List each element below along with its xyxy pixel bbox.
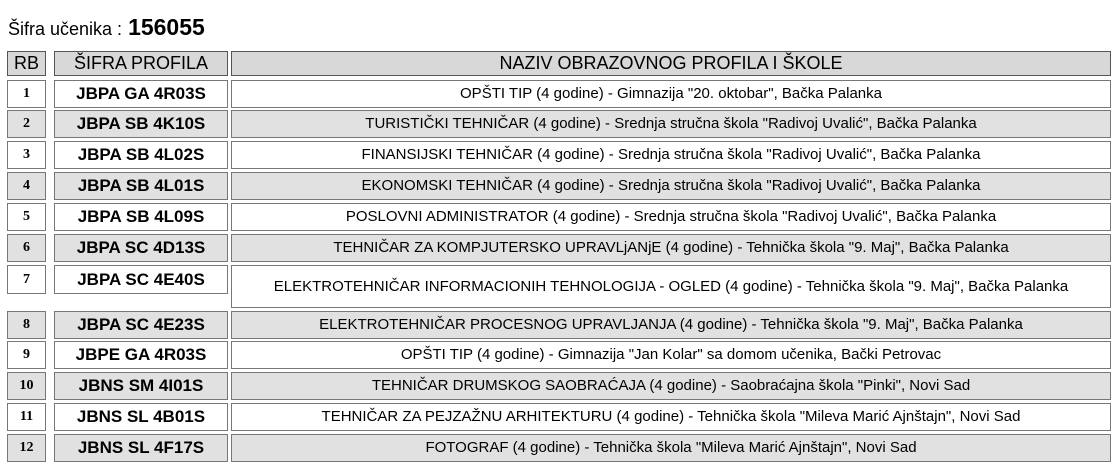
column-header-sifra-profila: ŠIFRA PROFILA — [54, 51, 228, 76]
row-number: 6 — [7, 234, 46, 262]
row-number: 5 — [7, 203, 46, 231]
profile-school-name: ELEKTROTEHNIČAR INFORMACIONIH TEHNOLOGIJA - OGLED (4 godine) - Tehnička škola "9. Maj", Bačka Palanka — [231, 265, 1111, 308]
profile-school-name: OPŠTI TIP (4 godine) - Gimnazija "Jan Kolar" sa domom učenika, Bački Petrovac — [231, 341, 1111, 369]
table-row — [0, 372, 1116, 400]
student-code-line — [8, 12, 205, 42]
profile-school-name: TEHNIČAR ZA PEJZAŽNU ARHITEKTURU (4 godine) - Tehnička škola "Mileva Marić Ajnštajn", Novi Sad — [231, 403, 1111, 431]
profile-school-name: TEHNIČAR DRUMSKOG SAOBRAĆAJA (4 godine) - Saobraćajna škola "Pinki", Novi Sad — [231, 372, 1111, 400]
profile-code: JBPE GA 4R03S — [54, 341, 228, 369]
profile-school-name: FOTOGRAF (4 godine) - Tehnička škola "Mileva Marić Ajnštajn", Novi Sad — [231, 434, 1111, 462]
column-header-naziv: NAZIV OBRAZOVNOG PROFILA I ŠKOLE — [231, 51, 1111, 76]
row-number: 7 — [7, 265, 46, 294]
table-row — [0, 265, 1116, 308]
profile-code: JBPA GA 4R03S — [54, 80, 228, 108]
table-row — [0, 110, 1116, 138]
profile-school-name: FINANSIJSKI TEHNIČAR (4 godine) - Srednja stručna škola "Radivoj Uvalić", Bačka Palanka — [231, 141, 1111, 169]
profile-code: JBPA SC 4D13S — [54, 234, 228, 262]
profile-school-name: ELEKTROTEHNIČAR PROCESNOG UPRAVLJANJA (4 godine) - Tehnička škola "9. Maj", Bačka Palanka — [231, 311, 1111, 339]
row-number: 8 — [7, 311, 46, 339]
row-number: 1 — [7, 80, 46, 108]
profile-code: JBNS SM 4I01S — [54, 372, 228, 400]
profile-code: JBPA SC 4E40S — [54, 265, 228, 294]
profile-code: JBNS SL 4B01S — [54, 403, 228, 431]
column-header-rb: RB — [7, 51, 46, 76]
table-row — [0, 203, 1116, 231]
profile-code: JBPA SC 4E23S — [54, 311, 228, 339]
table-row — [0, 80, 1116, 108]
row-number: 9 — [7, 341, 46, 369]
profile-school-name: POSLOVNI ADMINISTRATOR (4 godine) - Srednja stručna škola "Radivoj Uvalić", Bačka Palanka — [231, 203, 1111, 231]
row-number: 11 — [7, 403, 46, 431]
profile-school-name: TURISTIČKI TEHNIČAR (4 godine) - Srednja stručna škola "Radivoj Uvalić", Bačka Palanka — [231, 110, 1111, 138]
profile-school-name: OPŠTI TIP (4 godine) - Gimnazija "20. oktobar", Bačka Palanka — [231, 80, 1111, 108]
row-number: 10 — [7, 372, 46, 400]
profile-code: JBPA SB 4L01S — [54, 172, 228, 200]
profile-code: JBPA SB 4L02S — [54, 141, 228, 169]
profile-code: JBPA SB 4K10S — [54, 110, 228, 138]
profile-code: JBNS SL 4F17S — [54, 434, 228, 462]
profile-code: JBPA SB 4L09S — [54, 203, 228, 231]
profile-school-name: EKONOMSKI TEHNIČAR (4 godine) - Srednja stručna škola "Radivoj Uvalić", Bačka Palanka — [231, 172, 1111, 200]
student-code-label: Šifra učenika : — [8, 19, 123, 39]
table-row — [0, 141, 1116, 169]
table-row — [0, 234, 1116, 262]
table-row — [0, 172, 1116, 200]
row-number: 3 — [7, 141, 46, 169]
table-row — [0, 434, 1116, 462]
row-number: 12 — [7, 434, 46, 462]
student-code-value: 156055 — [128, 14, 205, 40]
table-row — [0, 311, 1116, 339]
table-row — [0, 341, 1116, 369]
profile-school-name: TEHNIČAR ZA KOMPJUTERSKO UPRAVLjANjE (4 godine) - Tehnička škola "9. Maj", Bačka Palanka — [231, 234, 1111, 262]
row-number: 4 — [7, 172, 46, 200]
table-row — [0, 403, 1116, 431]
row-number: 2 — [7, 110, 46, 138]
